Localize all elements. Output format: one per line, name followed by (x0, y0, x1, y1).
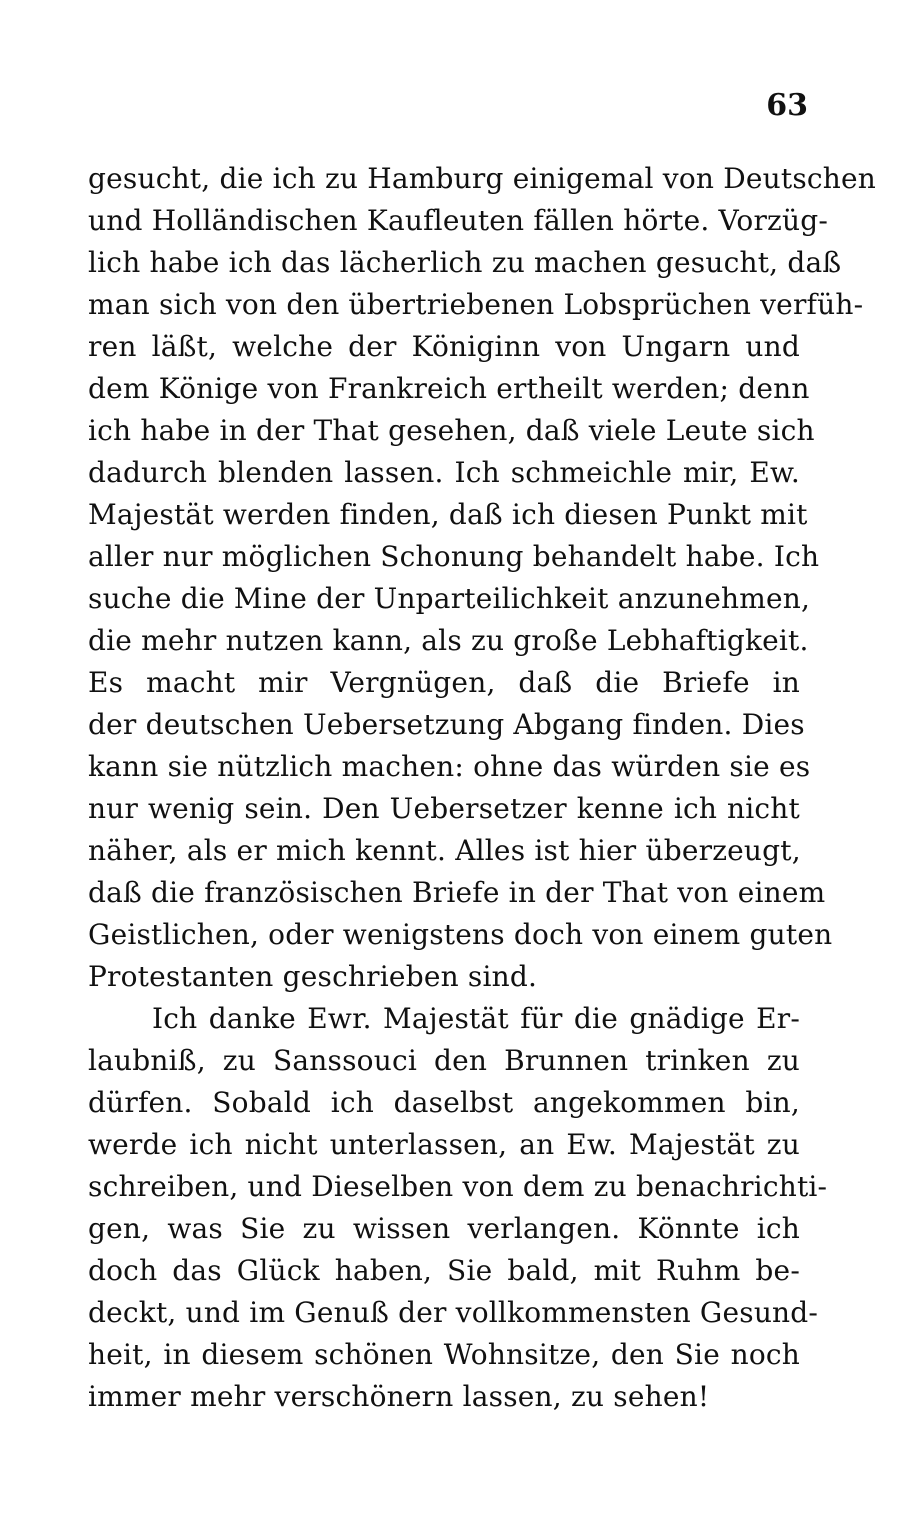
text-line: nur wenig sein. Den Uebersetzer kenne ich nicht (88, 792, 800, 825)
text-line: laubniß, zu Sanssouci den Brunnen trinken zu (88, 1044, 800, 1077)
text-line: näher, als er mich kennt. Alles ist hier überzeugt, (88, 834, 801, 867)
text-line: Protestanten geschrieben sind. (88, 960, 538, 993)
text-line: gesucht, die ich zu Hamburg einigemal von Deutschen (88, 162, 877, 195)
text-line: suche die Mine der Unparteilichkeit anzunehmen, (88, 582, 811, 615)
text-line: immer mehr verschönern lassen, zu sehen! (88, 1380, 710, 1413)
text-line: Es macht mir Vergnügen, daß die Briefe in (88, 666, 800, 699)
text-line: ich habe in der That gesehen, daß viele Leute sich (88, 414, 815, 447)
text-line: man sich von den übertriebenen Lobsprüchen verfüh- (88, 288, 864, 321)
text-line: lich habe ich das lächerlich zu machen gesucht, daß (88, 246, 842, 279)
text-line: Ich danke Ewr. Majestät für die gnädige Er- (152, 1002, 800, 1035)
text-line: werde ich nicht unterlassen, an Ew. Majestät zu (88, 1128, 800, 1161)
text-line: gen, was Sie zu wissen verlangen. Könnte ich (88, 1212, 800, 1245)
text-line: aller nur möglichen Schonung behandelt habe. Ich (88, 540, 820, 573)
text-line: heit, in diesem schönen Wohnsitze, den Sie noch (88, 1338, 800, 1371)
paragraph-1 (88, 158, 877, 998)
text-line: dürfen. Sobald ich daselbst angekommen bin, (88, 1086, 800, 1119)
page-number: 63 (766, 88, 808, 123)
text-line: deckt, und im Genuß der vollkommensten Gesund- (88, 1296, 819, 1329)
text-line: und Holländischen Kaufleuten fällen hörte. Vorzüg- (88, 204, 829, 237)
text-line: schreiben, und Dieselben von dem zu benachrichti- (88, 1170, 828, 1203)
text-line: ren läßt, welche der Königinn von Ungarn und (88, 330, 800, 363)
text-line: Geistlichen, oder wenigstens doch von einem guten (88, 918, 833, 951)
text-line: dadurch blenden lassen. Ich schmeichle mir, Ew. (88, 456, 800, 489)
text-line: kann sie nützlich machen: ohne das würden sie es (88, 750, 811, 783)
text-line: dem Könige von Frankreich ertheilt werden; denn (88, 372, 810, 405)
text-line: die mehr nutzen kann, als zu große Lebhaftigkeit. (88, 624, 809, 657)
text-line: daß die französischen Briefe in der That von einem (88, 876, 826, 909)
text-line: Majestät werden finden, daß ich diesen Punkt mit (88, 498, 808, 531)
paragraph-2 (88, 998, 828, 1418)
text-line: der deutschen Uebersetzung Abgang finden. Dies (88, 708, 805, 741)
text-line: doch das Glück haben, Sie bald, mit Ruhm be- (88, 1254, 800, 1287)
